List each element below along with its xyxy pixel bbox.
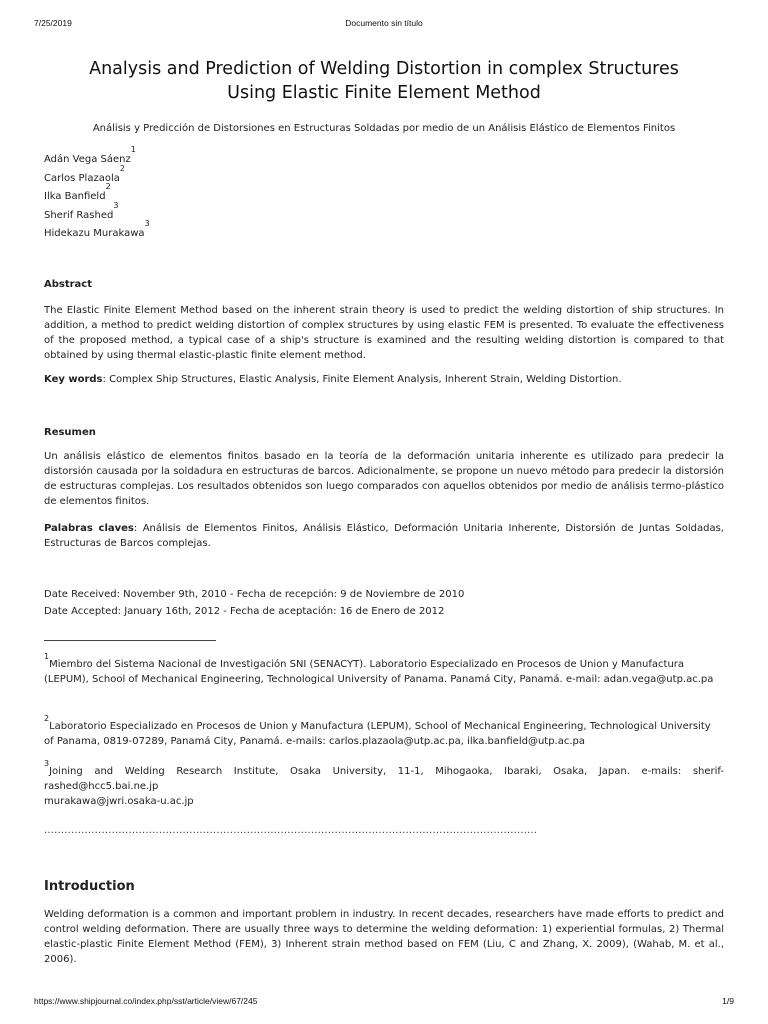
author: Sherif Rashed$^3$: [44, 200, 119, 221]
footnote-3: $^3$Joining and Welding Research Institute, Osaka University, 11-1, Mihogaoka, Ibaraki, Osaka, Japan. e-mails: sherif-rashed@hcc5.bai.ne.jp murakawa@jwri.osaka-u.ac.jp: [44, 759, 724, 807]
abstract-text: The Elastic Finite Element Method based on the inherent strain theory is used to predict the welding distortion of ship structures. In addition, a method to predict welding distortion of complex structures by using elastic FEM is presented. To evaluate the effectiveness of the proposed method, a typical case of a ship's structure is examined and the resulting welding distortion is compared to that obtained by using thermal elastic-plastic finite element method.: [44, 305, 724, 361]
dotted-divider: ..................................................................................................................................................: [44, 825, 538, 836]
resumen-text: Un análisis elástico de elementos finitos basado en la teoría de la deformación unitaria inherente es utilizado para predecir la distorsión causada por la soldadura en estructuras de barcos. Adicionalmente, se propone un nuevo método para predecir la distorsión de estructuras complejas. Los resultados obtenidos son luego comparados con aquellos obtenidos por medio de análisis termo-plástico de elementos finitos.: [44, 451, 724, 507]
paper-title-line-1: Analysis and Prediction of Welding Distortion in complex Structures: [89, 59, 679, 79]
page-number: 1/9: [722, 996, 734, 1006]
footnote-1: $^1$Miembro del Sistema Nacional de Investigación SNI (SENACYT). Laboratorio Especializado en Procesos de Union y Manufactura (LEPUM), School of Mechanical Engineering, Technological University of Panama. Panamá City, Panamá. e-mail: adan.vega@utp.ac.pa: [44, 652, 714, 685]
introduction-heading: Introduction: [44, 879, 135, 894]
submission-dates: [44, 586, 724, 620]
page-footer: [34, 996, 734, 1006]
abstract-heading: Abstract: [44, 279, 93, 290]
author-list: [44, 145, 150, 244]
author: Hidekazu Murakawa$^3$: [44, 219, 150, 239]
author: Ilka Banfield$^2$: [44, 182, 111, 202]
paper-title-line-2: Using Elastic Finite Element Method: [227, 83, 541, 103]
source-url-link[interactable]: https://www.shipjournal.co/index.php/sst/article/view/67/245: [34, 996, 258, 1006]
document-title: Documento sin título: [345, 18, 423, 28]
paper-title: [40, 57, 728, 105]
print-date: 7/25/2019: [34, 18, 72, 28]
author: Carlos Plazaola$^2$: [44, 163, 125, 184]
resumen-heading: Resumen: [44, 427, 96, 438]
footnote-2: $^2$Laboratorio Especializado en Procesos de Union y Manufactura (LEPUM), School of Mechanical Engineering, Technological University of Panama, 0819-07289, Panamá City, Panamá. e-mails: carlos.plazaola@utp.ac.pa, ilka.banfield@utp.ac.pa: [44, 714, 711, 747]
author: Adán Vega Sáenz$^1$: [44, 145, 136, 165]
paper-subtitle: Análisis y Predicción de Distorsiones en Estructuras Soldadas por medio de un Análisis Elástico de Elementos Finitos: [92, 123, 676, 134]
date-received: Date Received: November 9th, 2010 - Fecha de recepción: 9 de Noviembre de 2010: [44, 589, 465, 600]
abstract-keywords: Key words: Complex Ship Structures, Elastic Analysis, Finite Element Analysis, Inherent Strain, Welding Distortion.: [44, 374, 622, 385]
resumen-keywords: Palabras claves: Análisis de Elementos Finitos, Análisis Elástico, Deformación Unitaria Inherente, Distorsión de Juntas Soldadas, Estructuras de Barcos complejas.: [44, 523, 724, 549]
date-accepted: Date Accepted: January 16th, 2012 - Fecha de aceptación: 16 de Enero de 2012: [44, 606, 445, 617]
footnote-separator: [44, 640, 216, 641]
page-header: [34, 18, 734, 28]
introduction-text: Welding deformation is a common and important problem in industry. In recent decades, researchers have made efforts to predict and control welding deformation. There are usually three ways to determine the welding deformation: 1) experiential formulas, 2) Thermal elastic-plastic Finite Element Method (FEM), 3) Inherent strain method based on FEM (Liu, C and Zhang, X. 2009), (Wahab, M. et al., 2006).: [44, 909, 724, 965]
